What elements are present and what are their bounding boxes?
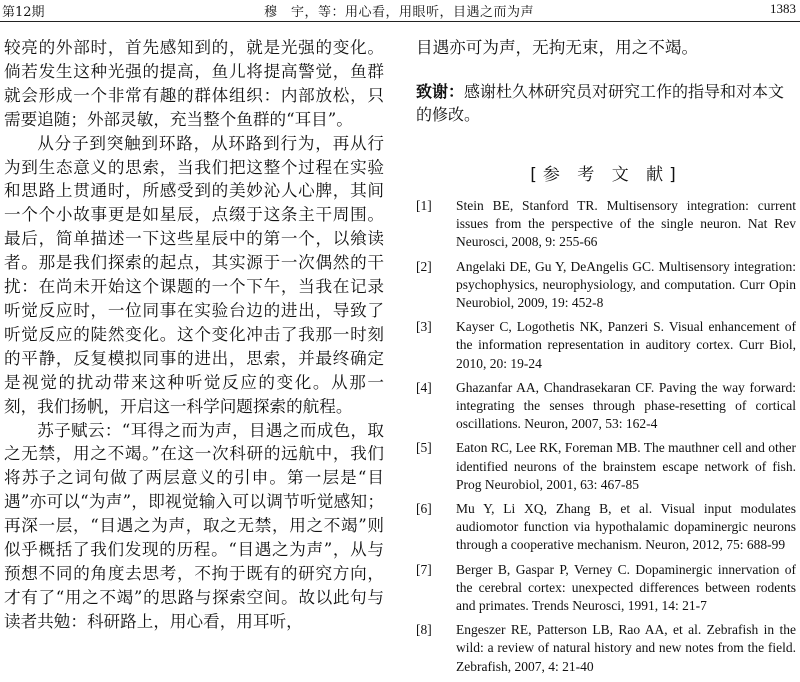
reference-item bbox=[416, 379, 796, 434]
reference-number: [7] bbox=[416, 561, 432, 577]
running-title: 穆 宇，等：用心看，用眼听，目遇之而为声 bbox=[264, 5, 535, 20]
reference-item bbox=[416, 621, 796, 676]
reference-number: [4] bbox=[416, 379, 432, 395]
reference-item bbox=[416, 500, 796, 555]
reference-item bbox=[416, 258, 796, 313]
reference-text: Kayser C, Logothetis NK, Panzeri S. Visual enhancement of the information representation in auditory cortex. Curr Biol, 2010, 20: 19-24 bbox=[456, 319, 796, 371]
body-paragraph: 从分子到突触到环路，从环路到行为，再从行为到生态意义的思索，当我们把这整个过程在实验和思路上贯通时，所感受到的美妙沁人心脾，其间一个个小故事更是如星辰，点缀于这条主干周围。最后，简单描述一下这些星辰中的第一个，以飨读者。那是我们探索的起点，其实源于一次偶然的干扰：在尚未开始这个课题的一个下午，当我在记录听觉反应时，一位同事在实验台边的进出，导致了听觉反应的陡然变化。这个变化冲击了我那一时刻的平静，反复模拟同事的进出，思索，并最终确定是视觉的扰动带来这种听觉反应的变化。从那一刻，我们扬帆，开启这一科学问题探索的航程。 bbox=[4, 133, 384, 416]
page-number: 1383 bbox=[770, 1, 796, 16]
reference-text: Stein BE, Stanford TR. Multisensory integration: current issues from the perspective of the single neuron. Nat Rev Neurosci, 2008, 9: 255-66 bbox=[456, 197, 796, 250]
reference-item bbox=[416, 439, 796, 494]
reference-number: [5] bbox=[416, 440, 432, 456]
page-header bbox=[0, 0, 800, 22]
reference-number: [2] bbox=[416, 258, 432, 274]
acknowledgement-label: 致谢： bbox=[416, 81, 465, 101]
references-heading: [参 考 文 献] bbox=[530, 164, 682, 185]
reference-text: Mu Y, Li XQ, Zhang B, et al. Visual input modulates audiomotor function via hypothalamic dopaminergic neurons through a cooperative mechanism. Neuron, 2012, 75: 688-99 bbox=[456, 500, 796, 553]
acknowledgement-text: 感谢杜久林研究员对研究工作的指导和对本文的修改。 bbox=[416, 81, 785, 124]
body-paragraph: 苏子赋云：“耳得之而为声，目遇之而成色，取之无禁，用之不竭。”在这一次科研的远航中，我们将苏子之词句做了两层意义的引申。第一层是“目遇”亦可以“为声”，即视觉输入可以调节听觉感知；再深一层，“目遇之为声，取之无禁，用之不竭”则似乎概括了我们发现的历程。“目遇之为声”，从与预想不同的角度去思考，不拘于既有的研究方向，才有了“用之不竭”的思路与探索空间。故以此句与读者共勉：科研路上，用心看，用耳听， bbox=[4, 420, 384, 631]
reference-number: [3] bbox=[416, 319, 432, 335]
reference-text: Eaton RC, Lee RK, Foreman MB. The mauthner cell and other identified neurons of the brainstem escape network of fish. Prog Neurobiol, 2001, 63: 467-85 bbox=[456, 440, 796, 492]
reference-number: [8] bbox=[416, 622, 432, 638]
reference-number: [6] bbox=[416, 500, 432, 516]
acknowledgement bbox=[416, 80, 796, 126]
reference-text: Berger B, Gaspar P, Verney C. Dopaminergic innervation of the cerebral cortex: unexpected differences between rodents and primates. Trends Neurosci, 1991, 14: 21-7 bbox=[456, 561, 796, 613]
reference-text: Engeszer RE, Patterson LB, Rao AA, et al. Zebrafish in the wild: a review of natural history and new notes from the field. Zebrafish, 2007, 4: 21-40 bbox=[456, 622, 796, 674]
reference-item bbox=[416, 561, 796, 616]
left-column bbox=[4, 36, 384, 634]
reference-text: Angelaki DE, Gu Y, DeAngelis GC. Multisensory integration: psychophysics, neurophysiology, and computation. Curr Opin Neurobiol, 2009, 19: 452-8 bbox=[456, 258, 796, 310]
reference-text: Ghazanfar AA, Chandrasekaran CF. Paving the way forward: integrating the senses through phase-resetting of cortical oscillations. Neuron, 2007, 53: 162-4 bbox=[456, 379, 796, 432]
body-paragraph-continuation: 目遇亦可为声，无拘无束，用之不竭。 bbox=[416, 38, 699, 57]
reference-number: [1] bbox=[416, 197, 432, 213]
reference-item bbox=[416, 197, 796, 252]
reference-item bbox=[416, 318, 796, 373]
reference-list bbox=[416, 197, 796, 676]
issue-label: 第12期 bbox=[2, 5, 45, 20]
right-column bbox=[416, 36, 796, 682]
body-paragraph: 较亮的外部时，首先感知到的，就是光强的变化。倘若发生这种光强的提高，鱼儿将提高警觉，鱼群就会形成一个非常有趣的群体组织：内部放松，只需要追随；外部灵敏，充当整个鱼群的“耳目”。 bbox=[4, 38, 384, 129]
